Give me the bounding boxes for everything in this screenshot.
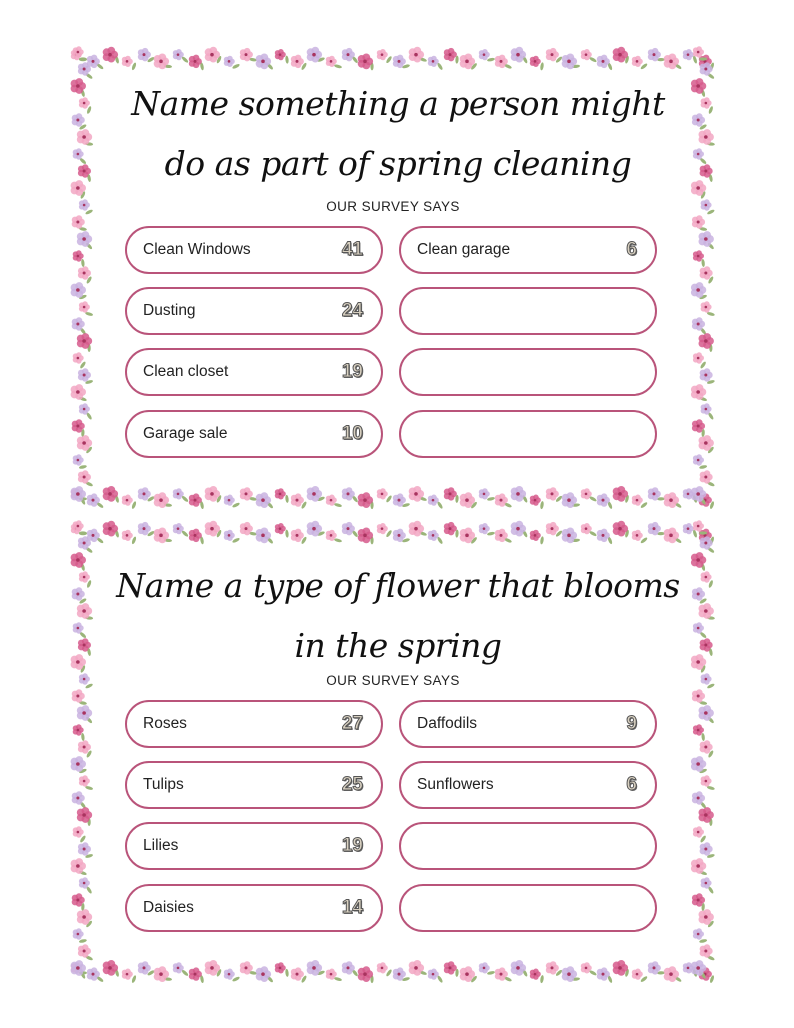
answer-text: Lilies (143, 837, 179, 854)
answer-slot-1 (125, 700, 383, 748)
answer-slot-6 (399, 761, 657, 809)
answer-points: 27 (341, 713, 363, 734)
floral-border-bottom (68, 484, 718, 510)
floral-border-top (68, 44, 718, 72)
answer-points: 19 (341, 835, 363, 856)
answer-text: Daisies (143, 899, 194, 916)
answer-points: 25 (341, 774, 363, 795)
answer-slot-7 (399, 822, 657, 870)
answer-points: 6 (626, 774, 637, 795)
answer-text: Roses (143, 715, 187, 732)
answer-text: Tulips (143, 776, 184, 793)
survey-says-label: OUR SURVEY SAYS (326, 673, 460, 688)
answer-text: Daffodils (417, 715, 478, 732)
answer-slot-4 (125, 410, 383, 458)
answer-slot-8 (399, 884, 657, 932)
answer-slot-4 (125, 884, 383, 932)
answer-slot-8 (399, 410, 657, 458)
floral-border-right (686, 44, 718, 510)
answer-text: Clean Windows (143, 241, 251, 258)
answer-slot-5 (399, 226, 657, 274)
answer-points: 6 (626, 239, 637, 260)
floral-border-left (68, 44, 94, 510)
answer-points: 9 (626, 713, 637, 734)
survey-card-spring-cleaning (68, 44, 718, 510)
floral-border-left (68, 518, 94, 984)
answer-slot-5 (399, 700, 657, 748)
answer-points: 41 (341, 239, 363, 260)
answer-slot-7 (399, 348, 657, 396)
survey-card-spring-flowers (68, 518, 718, 984)
answer-slot-2 (125, 761, 383, 809)
answer-text: Clean garage (417, 241, 511, 258)
floral-border-right (686, 518, 718, 984)
answer-slot-3 (125, 822, 383, 870)
question-title: Name something a person might do as part of spring cleaning (131, 84, 665, 183)
answer-text: Dusting (143, 302, 196, 319)
floral-border-top (68, 518, 718, 546)
answer-points: 24 (341, 300, 363, 321)
answer-points: 10 (341, 423, 363, 444)
answer-points: 19 (341, 361, 363, 382)
answer-slot-1 (125, 226, 383, 274)
answer-slot-3 (125, 348, 383, 396)
question-title: Name a type of flower that blooms in the spring (116, 566, 680, 665)
answer-slot-6 (399, 287, 657, 335)
answer-text: Garage sale (143, 425, 228, 442)
answer-slot-2 (125, 287, 383, 335)
floral-border-bottom (68, 958, 718, 984)
survey-says-label: OUR SURVEY SAYS (326, 199, 460, 214)
answer-points: 14 (341, 897, 363, 918)
answer-text: Sunflowers (417, 776, 494, 793)
answer-text: Clean closet (143, 363, 229, 380)
